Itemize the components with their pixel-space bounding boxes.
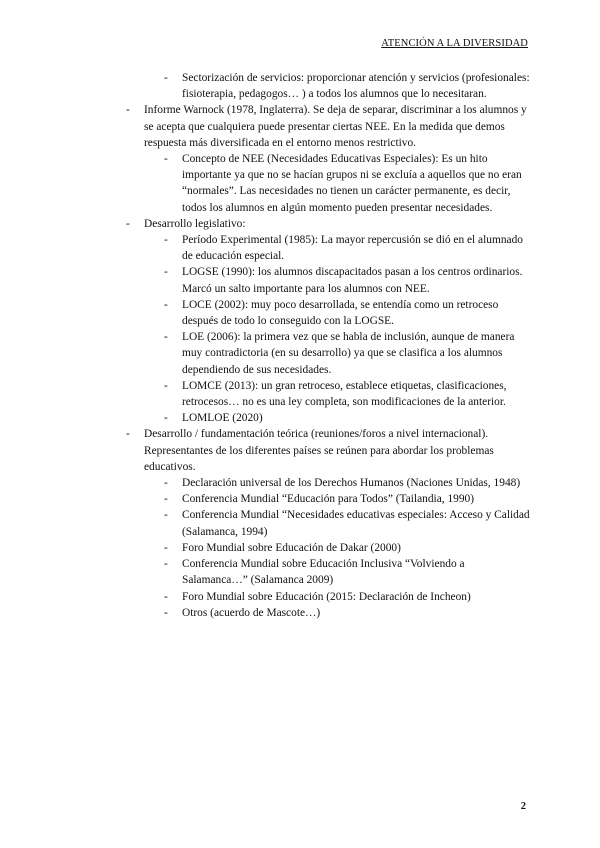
list-item: - LOMLOE (2020) <box>120 410 530 426</box>
list-item: - Conferencia Mundial “Necesidades educativas especiales: Acceso y Calidad (Salamanca, 1994) <box>120 507 530 539</box>
list-item: - Foro Mundial sobre Educación (2015: Declaración de Incheon) <box>120 589 530 605</box>
list-item: - LOCE (2002): muy poco desarrollada, se entendía como un retroceso después de todo lo conseguido con la LOGSE. <box>120 297 530 329</box>
list-item: - LOE (2006): la primera vez que se habla de inclusión, aunque de manera muy contradictoria (en su desarrollo) ya que se clasifica a los alumnos dependiendo de sus necesidades. <box>120 329 530 378</box>
list-item: - Concepto de NEE (Necesidades Educativas Especiales): Es un hito importante ya que no se hacían grupos ni se excluía a aquellos que no eran “normales”. Las necesidades no tienen un carácter permanente, es decir, todos los alumnos en algún momento pueden presentar necesidades. <box>120 151 530 216</box>
list-item: - Foro Mundial sobre Educación de Dakar (2000) <box>120 540 530 556</box>
list-item: - Desarrollo legislativo: <box>120 216 530 232</box>
page-header-title: ATENCIÓN A LA DIVERSIDAD <box>381 38 528 49</box>
document-body <box>120 70 530 621</box>
list-item: - LOMCE (2013): un gran retroceso, establece etiquetas, clasificaciones, retrocesos… no es una ley completa, son modificaciones de la anterior. <box>120 378 530 410</box>
page-number: 2 <box>520 801 526 812</box>
list-item: - Informe Warnock (1978, Inglaterra). Se deja de separar, discriminar a los alumnos y se acepta que cualquiera puede presentar ciertas NEE. En la medida que demos respuesta más diversificada en el entorno menos restrictivo. <box>120 102 530 151</box>
list-item: - Desarrollo / fundamentación teórica (reuniones/foros a nivel internacional). Representantes de los diferentes países se reúnen para abordar los problemas educativos. <box>120 426 530 475</box>
list-item: - Declaración universal de los Derechos Humanos (Naciones Unidas, 1948) <box>120 475 530 491</box>
list-item: - LOGSE (1990): los alumnos discapacitados pasan a los centros ordinarios. Marcó un salto importante para los alumnos con NEE. <box>120 264 530 296</box>
list-item: - Conferencia Mundial sobre Educación Inclusiva “Volviendo a Salamanca…” (Salamanca 2009) <box>120 556 530 588</box>
bullet-list <box>120 70 530 621</box>
list-item: - Sectorización de servicios: proporcionar atención y servicios (profesionales: fisioterapia, pedagogos… ) a todos los alumnos que lo necesitaran. <box>120 70 530 102</box>
list-item: - Conferencia Mundial “Educación para Todos” (Tailandia, 1990) <box>120 491 530 507</box>
list-item: - Período Experimental (1985): La mayor repercusión se dió en el alumnado de educación especial. <box>120 232 530 264</box>
list-item: - Otros (acuerdo de Mascote…) <box>120 605 530 621</box>
